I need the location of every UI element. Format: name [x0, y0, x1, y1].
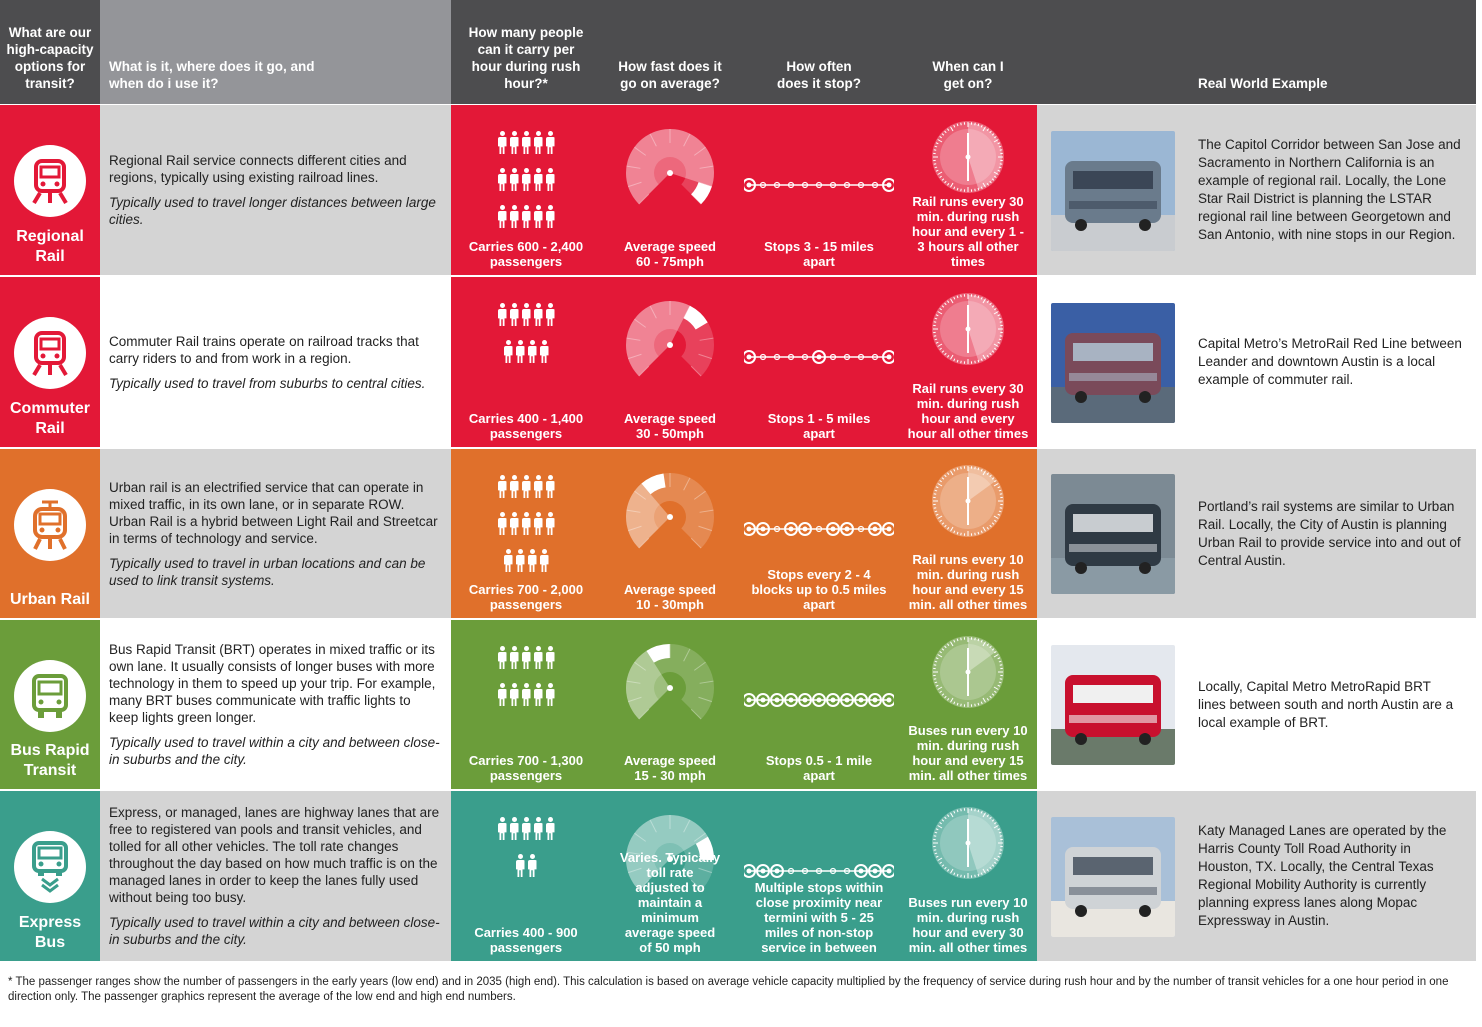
capacity-label: Carries 400 - 900 passengers: [474, 925, 578, 955]
example-cell: [1192, 105, 1476, 275]
person-icon: [516, 340, 525, 363]
person-icon: [504, 340, 513, 363]
person-icon: [522, 168, 531, 191]
header-options-label: What are our high-capacity options for transit?: [6, 25, 94, 91]
passenger-icons: [451, 131, 601, 242]
mode-cell: [0, 277, 100, 447]
stops-label: Stops 1 - 5 miles apart: [767, 411, 871, 441]
stops-cell: [739, 449, 899, 618]
person-icon: [534, 131, 543, 154]
description-cell: [100, 791, 451, 961]
header-capacity-label: How many people can it carry per hour during rush hour?*: [468, 25, 584, 91]
capacity-label: Carries 700 - 2,000 passengers: [468, 582, 584, 612]
clock-icon: [930, 291, 1006, 367]
passenger-icons: [451, 303, 601, 377]
person-icon: [522, 303, 531, 326]
when-label: Rail runs every 30 min. during rush hour and every hour all other times: [907, 381, 1029, 441]
when-cell: [899, 449, 1037, 618]
passenger-icons: [451, 646, 601, 720]
header-example: [1192, 0, 1476, 104]
stops-line-icon: [744, 519, 894, 539]
mode-cell: [0, 791, 100, 961]
bus-icon: [14, 660, 86, 732]
usage-text: Typically used to travel in urban locations and can be used to link transit systems.: [109, 555, 426, 588]
person-icon: [534, 646, 543, 669]
person-icon: [498, 475, 507, 498]
transit-row: [0, 790, 1476, 961]
when-label: Rail runs every 10 min. during rush hour and every 15 min. all other times: [908, 552, 1028, 612]
person-icon: [528, 340, 537, 363]
when-cell: [899, 277, 1037, 447]
capacity-cell: [451, 449, 601, 618]
person-icon: [498, 817, 507, 840]
example-photo: [1051, 303, 1175, 423]
when-cell: [899, 620, 1037, 789]
stops-line-icon: [744, 175, 894, 195]
person-icon: [498, 683, 507, 706]
person-icon: [498, 205, 507, 228]
header-example-label: Real World Example: [1198, 76, 1328, 91]
person-icon: [534, 683, 543, 706]
person-icon: [522, 817, 531, 840]
header-stops: [739, 0, 899, 104]
stops-label: Stops 0.5 - 1 mile apart: [765, 753, 873, 783]
person-icon: [534, 168, 543, 191]
person-icon: [522, 131, 531, 154]
clock-icon: [930, 463, 1006, 539]
capacity-label: Carries 400 - 1,400 passengers: [468, 411, 584, 441]
person-icon: [504, 549, 513, 572]
speed-label: Average speed 10 - 30mph: [623, 582, 716, 612]
stops-cell: [739, 620, 899, 789]
usage-text: Typically used to travel within a city and between close-in suburbs and the city.: [109, 915, 440, 947]
express-bus-icon: [14, 831, 86, 903]
example-photo: [1051, 131, 1175, 251]
stops-line-icon: [744, 690, 894, 710]
when-label: Buses run every 10 min. during rush hour and every 30 min. all other times: [908, 895, 1028, 955]
person-icon: [516, 854, 525, 877]
example-text: The Capitol Corridor between San Jose and Sacramento in Northern California is an example of regional rail. Locally, the Lone Star Rail District is planning the LSTAR regional rail line between Georgetown and San Antonio, with nine stops in our Region.: [1198, 137, 1461, 242]
person-icon: [522, 205, 531, 228]
transit-row: [0, 619, 1476, 789]
description-text: Bus Rapid Transit (BRT) operates in mixed traffic or its own lane. It usually consists of longer buses with more technology in them to speed up your trip. For example, many BRT buses communicate with traffic lights to keep lights green longer.: [109, 642, 436, 725]
person-icon: [510, 646, 519, 669]
person-icon: [534, 205, 543, 228]
passenger-icons: [451, 475, 601, 586]
header-speed: [601, 0, 739, 104]
person-icon: [546, 131, 555, 154]
person-icon: [546, 683, 555, 706]
stops-line-icon: [744, 861, 894, 881]
passenger-icons: [451, 817, 601, 891]
header-stops-label: How often does it stop?: [777, 59, 861, 91]
speedometer-icon: [622, 469, 718, 559]
when-label: Buses run every 10 min. during rush hour and every 15 min. all other times: [908, 723, 1028, 783]
stops-label: Multiple stops within close proximity near termini with 5 - 25 miles of non-stop service in between: [754, 880, 884, 955]
person-icon: [510, 131, 519, 154]
person-icon: [546, 205, 555, 228]
mode-cell: [0, 105, 100, 275]
speed-label: Varies. Typically toll rate adjusted to maintain a minimum average speed of 50 mph: [619, 850, 721, 955]
when-label: Rail runs every 30 min. during rush hour and every 1 - 3 hours all other times: [912, 194, 1024, 269]
description-text: Commuter Rail trains operate on railroad tracks that carry riders to and from work in a region.: [109, 333, 419, 366]
person-icon: [498, 303, 507, 326]
header-speed-label: How fast does it go on average?: [618, 59, 722, 91]
person-icon: [522, 683, 531, 706]
example-photo: [1051, 817, 1175, 937]
description-text: Express, or managed, lanes are highway lanes that are free to registered van pools and transit vehicles, and tolled for all other vehicles. The toll rate changes throughout the day based on how much traffic is on the managed lanes in order to keep the lanes fully used without being too busy.: [109, 805, 440, 905]
photo-cell: [1037, 449, 1192, 618]
train-front-icon: [14, 145, 86, 217]
mode-name: Bus Rapid Transit: [10, 742, 90, 779]
when-cell: [899, 791, 1037, 961]
capacity-label: Carries 700 - 1,300 passengers: [468, 753, 584, 783]
person-icon: [528, 549, 537, 572]
transit-row: [0, 104, 1476, 275]
when-cell: [899, 105, 1037, 275]
person-icon: [546, 512, 555, 535]
train-front-icon: [14, 317, 86, 389]
capacity-cell: [451, 277, 601, 447]
example-text: Katy Managed Lanes are operated by the Harris County Toll Road Authority in Houston, TX. Locally, the Central Texas Regional Mobility Authority is currently planning express lanes along Mopac Expressway in Austin.: [1198, 823, 1447, 928]
mode-name: Regional Rail: [16, 228, 84, 265]
person-icon: [510, 475, 519, 498]
person-icon: [498, 131, 507, 154]
speed-cell: [601, 277, 739, 447]
speed-label: Average speed 60 - 75mph: [623, 239, 716, 269]
description-cell: [100, 449, 451, 618]
photo-cell: [1037, 105, 1192, 275]
stops-label: Stops 3 - 15 miles apart: [764, 239, 874, 269]
person-icon: [534, 475, 543, 498]
stops-line-icon: [744, 347, 894, 367]
person-icon: [498, 646, 507, 669]
capacity-cell: [451, 791, 601, 961]
usage-text: Typically used to travel from suburbs to central cities.: [109, 375, 426, 391]
description-text: Urban rail is an electrified service that can operate in mixed traffic, in its own lane, or in separate ROW. Urban Rail is a hybrid between Light Rail and Streetcar in terms of technology and service.: [109, 479, 438, 546]
person-icon: [510, 168, 519, 191]
person-icon: [546, 475, 555, 498]
person-icon: [534, 303, 543, 326]
usage-text: Typically used to travel longer distances between large cities.: [109, 195, 436, 227]
usage-text: Typically used to travel within a city and between close-in suburbs and the city.: [109, 735, 440, 767]
header-capacity: [451, 0, 601, 104]
mode-cell: [0, 449, 100, 618]
clock-icon: [930, 805, 1006, 881]
example-cell: [1192, 277, 1476, 447]
header-what-label: What is it, where does it go, and when do i use it?: [109, 59, 315, 91]
header-photo-spacer: [1037, 0, 1192, 104]
description-text: Regional Rail service connects different cities and regions, typically using existing railroad lines.: [109, 153, 407, 185]
speed-cell: [601, 105, 739, 275]
photo-cell: [1037, 791, 1192, 961]
capacity-cell: [451, 105, 601, 275]
example-cell: [1192, 791, 1476, 961]
person-icon: [510, 205, 519, 228]
stops-cell: [739, 277, 899, 447]
mode-name: Urban Rail: [9, 591, 90, 608]
example-photo: [1051, 645, 1175, 765]
person-icon: [546, 646, 555, 669]
speedometer-icon: [622, 640, 718, 730]
header-when-label: When can I get on?: [932, 59, 1004, 91]
mode-cell: [0, 620, 100, 789]
person-icon: [546, 168, 555, 191]
mode-name: Express Bus: [18, 914, 82, 951]
stops-label: Stops every 2 - 4 blocks up to 0.5 miles apart: [751, 567, 887, 612]
header-when: [899, 0, 1037, 104]
example-text: Locally, Capital Metro MetroRapid BRT lines between south and north Austin are a local example of BRT.: [1198, 678, 1454, 730]
transit-row: [0, 448, 1476, 618]
speedometer-icon: [622, 297, 718, 387]
person-icon: [546, 817, 555, 840]
header-what: [100, 0, 451, 104]
person-icon: [522, 512, 531, 535]
example-cell: [1192, 449, 1476, 618]
person-icon: [510, 512, 519, 535]
tram-icon: [14, 489, 86, 561]
person-icon: [534, 512, 543, 535]
capacity-cell: [451, 620, 601, 789]
photo-cell: [1037, 277, 1192, 447]
speed-label: Average speed 30 - 50mph: [623, 411, 716, 441]
header-options: [0, 0, 100, 104]
person-icon: [528, 854, 537, 877]
person-icon: [510, 303, 519, 326]
person-icon: [498, 512, 507, 535]
person-icon: [546, 303, 555, 326]
photo-cell: [1037, 620, 1192, 789]
person-icon: [522, 475, 531, 498]
example-cell: [1192, 620, 1476, 789]
speed-cell: [601, 791, 739, 961]
stops-cell: [739, 791, 899, 961]
speed-label: Average speed 15 - 30 mph: [623, 753, 716, 783]
stops-cell: [739, 105, 899, 275]
example-text: Capital Metro’s MetroRail Red Line between Leander and downtown Austin is a local example of commuter rail.: [1198, 336, 1462, 387]
person-icon: [510, 817, 519, 840]
speedometer-icon: [622, 125, 718, 215]
person-icon: [534, 817, 543, 840]
person-icon: [522, 646, 531, 669]
mode-name: Commuter Rail: [9, 400, 90, 437]
person-icon: [510, 683, 519, 706]
example-text: Portland’s rail systems are similar to Urban Rail. Locally, the City of Austin is planning Urban Rail to provide service into and out of Central Austin.: [1198, 498, 1461, 568]
example-photo: [1051, 474, 1175, 594]
clock-icon: [930, 634, 1006, 710]
footnote: * The passenger ranges show the number of passengers in the early years (low end) and in 2035 (high end). This calculation is based on average vehicle capacity multiplied by the frequency of service during rush hour and by the number of transit vehicles for a one hour period in one direction only. The passenger graphics represent the average of the low end and high end numbers.: [8, 976, 1449, 1003]
description-cell: [100, 620, 451, 789]
person-icon: [540, 549, 549, 572]
speed-cell: [601, 449, 739, 618]
description-cell: [100, 105, 451, 275]
clock-icon: [930, 119, 1006, 195]
speed-cell: [601, 620, 739, 789]
person-icon: [498, 168, 507, 191]
person-icon: [540, 340, 549, 363]
description-cell: [100, 277, 451, 447]
capacity-label: Carries 600 - 2,400 passengers: [468, 239, 584, 269]
transit-row: [0, 276, 1476, 447]
person-icon: [516, 549, 525, 572]
